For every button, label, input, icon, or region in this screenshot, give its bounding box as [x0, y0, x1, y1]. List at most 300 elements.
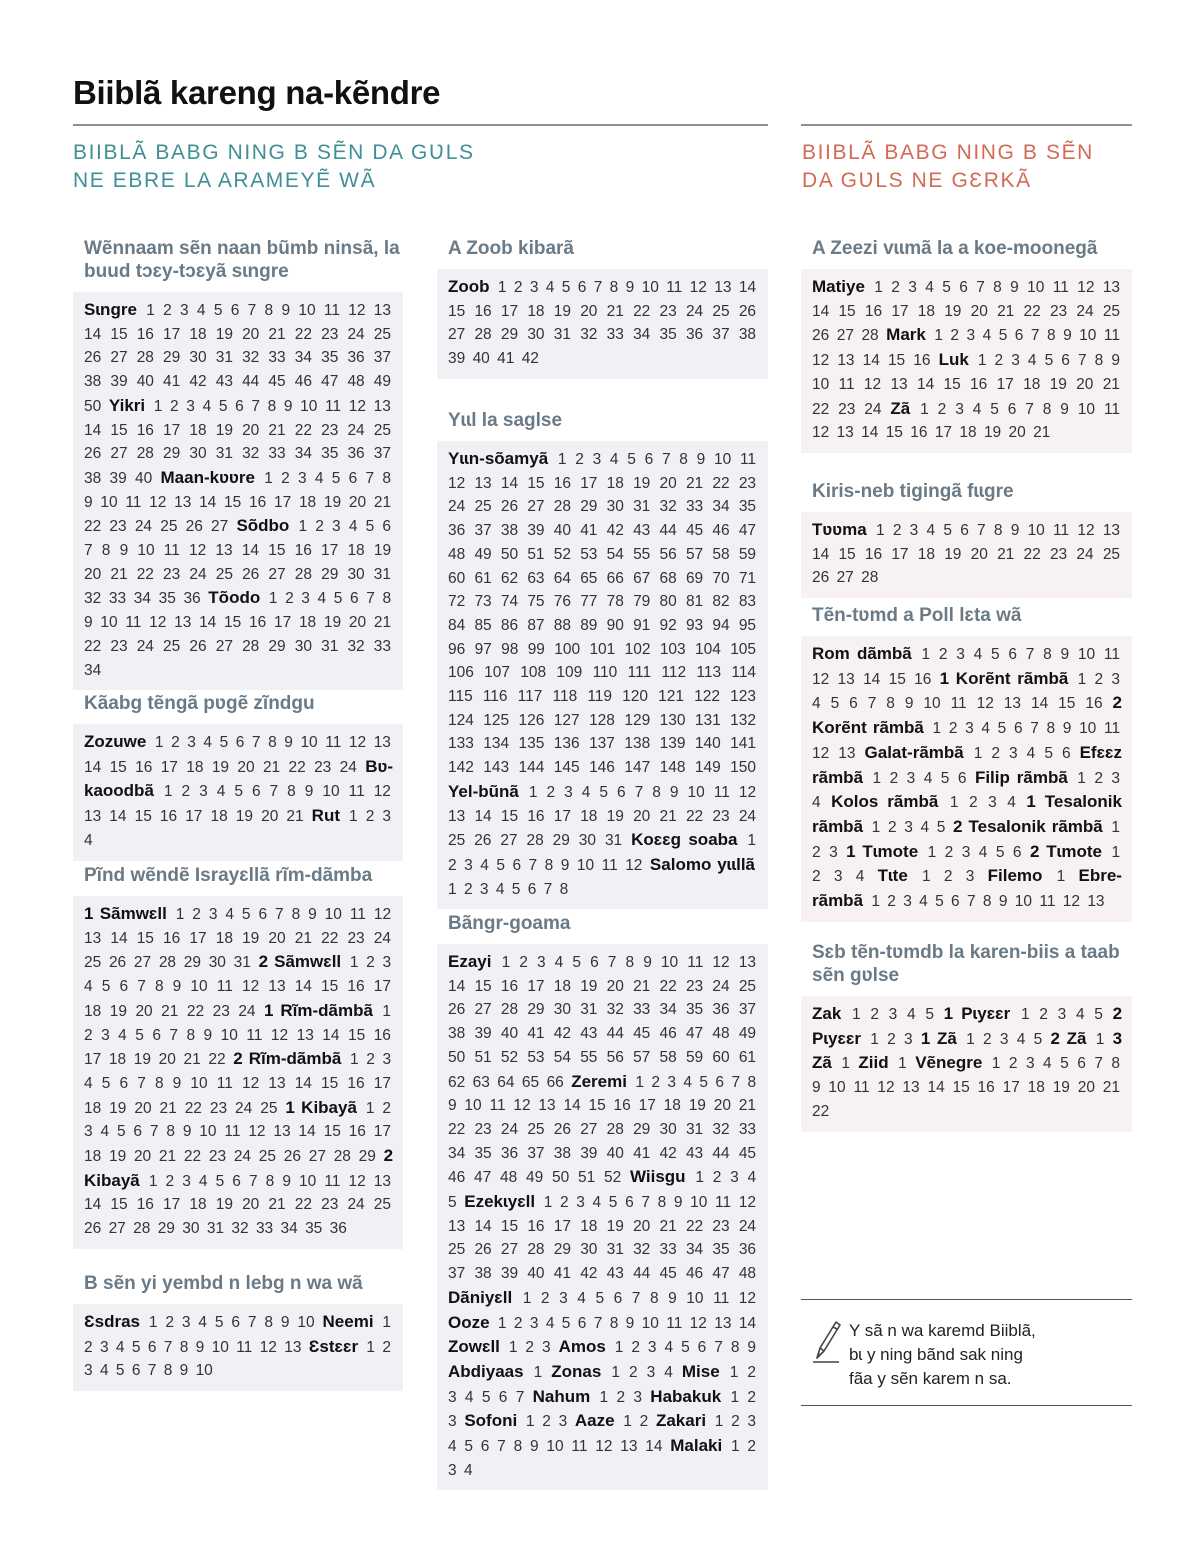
- chapter-number: 1: [872, 769, 882, 787]
- chapter-number: 95: [738, 616, 757, 634]
- chapter-number: 6: [235, 734, 245, 751]
- chapter-number: 3: [558, 1413, 568, 1431]
- chapter-number: 2: [84, 1338, 93, 1356]
- chapter-number: 22: [288, 758, 306, 776]
- chapter-number: 43: [685, 1144, 704, 1162]
- chapter-number: 55: [580, 1048, 598, 1066]
- chapter-number: 14: [84, 421, 102, 439]
- chapter-number: 32: [712, 1120, 730, 1138]
- chapter-number: 91: [633, 616, 651, 634]
- chapter-number: 9: [283, 397, 293, 415]
- chapter-number: 23: [109, 518, 127, 536]
- book-name: Tʋʋma: [812, 520, 867, 539]
- chapter-number: 13: [273, 1123, 291, 1141]
- chapter-number: 22: [208, 1051, 226, 1069]
- chapter-number: 1: [870, 1030, 879, 1048]
- chapter-number: 23: [321, 325, 339, 343]
- chapter-number: 7: [1077, 352, 1087, 370]
- chapter-number: 78: [606, 593, 624, 611]
- chapter-number: 6: [382, 518, 392, 536]
- chapter-number: 4: [1026, 744, 1036, 762]
- chapter-number: 113: [696, 664, 722, 682]
- book-name: Mark: [886, 325, 926, 345]
- chapter-number: 3: [646, 1363, 656, 1381]
- chapter-number: 1: [875, 522, 885, 539]
- chapter-number: 19: [215, 421, 233, 439]
- chapter-number: 1: [729, 1363, 739, 1381]
- chapter-number: 149: [694, 759, 721, 777]
- chapter-number: 9: [172, 1074, 182, 1092]
- chapter-number: 23: [712, 1217, 730, 1235]
- chapter-number: 128: [589, 711, 615, 729]
- chapter-number: 3: [297, 469, 307, 487]
- chapter-number: 1: [874, 279, 883, 296]
- chapter-number: 59: [738, 545, 757, 563]
- book-name: Tɩte: [877, 866, 908, 886]
- chapter-number: 2: [891, 279, 900, 296]
- chapter-number: 30: [208, 954, 226, 972]
- chapter-number: 10: [713, 451, 732, 468]
- chapter-number: 5: [481, 1388, 491, 1406]
- chapter-number: 9: [1060, 400, 1069, 418]
- note-bottom-rule: [801, 1405, 1132, 1406]
- chapter-number: 3: [564, 783, 573, 801]
- chapter-number: 19: [109, 1099, 127, 1117]
- book-name: Ebre-rãmbã: [812, 866, 1122, 911]
- chapter-number: 1: [1111, 818, 1120, 836]
- chapter-number: 33: [659, 1241, 677, 1259]
- chapter-number: 5: [942, 279, 951, 296]
- chapter-number: 69: [685, 569, 704, 587]
- chapter-number: 8: [186, 1026, 196, 1044]
- chapter-number: 58: [659, 1048, 677, 1066]
- chapter-number: 7: [169, 1026, 179, 1044]
- chapter-number: 6: [119, 978, 129, 996]
- chapter-number: 6: [232, 1172, 241, 1190]
- chapter-number: 9: [904, 695, 914, 713]
- chapter-number: 1: [841, 1055, 850, 1073]
- chapter-number: 3: [576, 1194, 585, 1212]
- chapter-number: 23: [1049, 302, 1068, 320]
- chapter-number: 18: [1023, 375, 1041, 393]
- chapter-number: 32: [659, 498, 677, 516]
- chapter-number: 12: [1077, 522, 1095, 539]
- book-name: Yel-bũnã: [448, 781, 519, 801]
- chapter-number: 16: [527, 1217, 545, 1235]
- chapter-number: 4: [973, 646, 983, 663]
- chapter-number: 9: [84, 493, 93, 511]
- chapter-number: 4: [812, 695, 821, 713]
- book-name: Ezayi: [448, 952, 492, 971]
- chapter-number: 8: [747, 1073, 757, 1091]
- chapter-number: 39: [500, 1265, 519, 1283]
- chapter-number: 30: [294, 637, 312, 655]
- right-divider: [801, 124, 1132, 126]
- chapter-number: 1: [927, 843, 937, 861]
- chapter-number: 20: [633, 807, 651, 825]
- chapter-number: 6: [131, 1362, 141, 1380]
- chapter-number: 16: [249, 493, 267, 511]
- chapter-number: 26: [84, 445, 102, 463]
- chapter-number: 5: [101, 1074, 111, 1092]
- chapter-number: 7: [1025, 646, 1035, 663]
- chapter-number: 58: [712, 545, 730, 563]
- chapter-number: 92: [659, 616, 677, 634]
- chapter-number: 1: [934, 327, 943, 345]
- chapter-number: 87: [527, 616, 545, 634]
- chapter-number: 74: [500, 593, 519, 611]
- chapter-number: 47: [712, 1265, 730, 1283]
- chapter-number: 10: [660, 954, 679, 971]
- chapter-number: 26: [738, 302, 757, 320]
- chapter-number: 1: [497, 279, 507, 296]
- chapter-number: 9: [304, 783, 314, 801]
- chapter-number: 13: [84, 808, 102, 826]
- chapter-number: 11: [1053, 522, 1070, 539]
- chapter-number: 39: [448, 350, 466, 368]
- chapter-number: 4: [581, 783, 591, 801]
- chapter-number: 5: [608, 1194, 618, 1212]
- chapter-number: 14: [738, 1314, 757, 1332]
- chapter-number: 21: [183, 1051, 201, 1069]
- chapter-number: 11: [1039, 893, 1056, 911]
- chapter-number: 33: [373, 637, 392, 655]
- book-name: Ziid: [858, 1053, 889, 1073]
- chapter-number: 19: [944, 302, 962, 320]
- chapter-number: 7: [528, 856, 538, 874]
- chapter-number: 131: [694, 711, 721, 729]
- chapter-number: 110: [592, 664, 618, 682]
- chapter-number: 10: [828, 1079, 846, 1097]
- chapter-number: 82: [712, 593, 730, 611]
- chapter-number: 14: [294, 978, 312, 996]
- chapter-number: 38: [84, 469, 102, 487]
- chapter-number: 2: [747, 1438, 757, 1456]
- chapter-number: 23: [685, 977, 704, 995]
- chapter-number: 2: [519, 954, 528, 971]
- chapter-number: 20: [970, 545, 988, 563]
- chapter-number: 14: [294, 1074, 312, 1092]
- chapter-number: 13: [837, 670, 855, 688]
- chapter-number: 26: [189, 637, 207, 655]
- chapter-number: 23: [209, 1099, 228, 1117]
- chapter-number: 2: [943, 868, 953, 886]
- chapter-number: 11: [125, 493, 142, 511]
- chapter-number: 22: [633, 302, 651, 320]
- chapter-number: 3: [479, 880, 489, 898]
- chapter-number: 2: [575, 451, 584, 468]
- chapter-number: 55: [633, 545, 651, 563]
- chapter-number: 9: [747, 1339, 757, 1357]
- chapter-number: 9: [281, 302, 291, 319]
- chapter-number: 22: [685, 1217, 704, 1235]
- chapter-number: 5: [935, 893, 944, 911]
- chapter-number: 6: [1061, 744, 1071, 762]
- chapter-number: 101: [589, 640, 616, 658]
- chapter-number: 70: [712, 569, 730, 587]
- chapter-number: 141: [730, 735, 756, 753]
- chapter-number: 10: [1027, 279, 1045, 296]
- chapter-number: 20: [84, 565, 102, 583]
- chapter-number: 29: [268, 637, 286, 655]
- chapter-number: 20: [1076, 375, 1094, 393]
- chapter-number: 18: [108, 1051, 127, 1069]
- chapter-number: 144: [518, 759, 545, 777]
- chapter-number: 4: [554, 954, 564, 971]
- chapter-number: 3: [187, 734, 196, 751]
- chapter-number: 3: [301, 590, 310, 608]
- chapter-number: 24: [347, 1196, 365, 1214]
- chapter-number: 11: [601, 856, 618, 874]
- chapter-number: 10: [641, 1314, 659, 1332]
- chapter-number: 15: [448, 302, 466, 320]
- chapter-number: 13: [1102, 522, 1121, 539]
- chapter-number: 14: [738, 279, 757, 296]
- chapter-number: 49: [373, 373, 392, 391]
- book-name: 2 Tɩmote: [1029, 841, 1102, 861]
- chapter-number: 5: [219, 734, 229, 751]
- chapter-number: 11: [838, 375, 855, 393]
- chapter-number: 17: [273, 493, 292, 511]
- chapter-number: 23: [1049, 545, 1068, 563]
- chapter-number: 25: [373, 421, 392, 439]
- chapter-number: 16: [136, 1196, 154, 1214]
- chapter-number: 21: [294, 929, 312, 947]
- chapter-number: 3: [909, 522, 919, 539]
- chapter-number: 7: [641, 1194, 650, 1212]
- chapter-number: 4: [196, 302, 206, 319]
- chapter-number: 8: [679, 451, 688, 468]
- chapter-number: 4: [100, 1123, 110, 1141]
- chapter-number: 17: [553, 807, 571, 825]
- chapter-number: 1: [871, 818, 881, 836]
- chapter-number: 3: [888, 1006, 898, 1023]
- chapter-number: 31: [580, 1001, 598, 1019]
- chapter-number: 15: [110, 421, 128, 439]
- book-name: 1 Tesalonik rãmbã: [812, 792, 1122, 836]
- chapter-number: 16: [474, 302, 492, 320]
- chapter-number: 21: [286, 808, 304, 826]
- chapter-number: 23: [321, 1196, 339, 1214]
- chapter-number: 19: [553, 302, 571, 320]
- chapter-number: 12: [348, 1172, 366, 1190]
- book-name: Zowɛll: [448, 1337, 500, 1357]
- book-name: Luk: [938, 350, 969, 370]
- chapter-number: 5: [940, 769, 950, 787]
- chapter-number: 8: [154, 1074, 164, 1092]
- chapter-number: 79: [633, 593, 651, 611]
- chapter-number: 14: [199, 493, 217, 511]
- chapter-number: 2: [525, 1339, 535, 1357]
- chapter-number: 16: [159, 808, 178, 826]
- section-other-letters: [801, 941, 1132, 1132]
- chapter-number: 1: [349, 954, 359, 972]
- chapter-number: 33: [606, 326, 624, 344]
- chapter-number: 60: [712, 1048, 730, 1066]
- pencil-icon: [811, 1318, 841, 1364]
- book-name: Filemo: [987, 866, 1043, 886]
- chapter-number: 1: [557, 451, 567, 468]
- chapter-number: 13: [714, 1314, 732, 1332]
- chapter-number: 15: [527, 474, 545, 492]
- chapter-number: 34: [659, 1001, 677, 1019]
- chapter-number: 6: [147, 1338, 157, 1356]
- chapter-number: 76: [553, 593, 571, 611]
- chapter-number: 5: [681, 1339, 690, 1357]
- chapter-number: 75: [527, 593, 545, 611]
- chapter-number: 26: [108, 954, 127, 972]
- chapter-number: 9: [284, 734, 293, 751]
- chapter-number: 5: [116, 1123, 126, 1141]
- chapter-number: 4: [592, 1194, 602, 1212]
- chapter-number: 53: [580, 545, 598, 563]
- chapter-number: 80: [659, 593, 677, 611]
- chapter-number: 18: [959, 424, 977, 442]
- chapter-number: 15: [109, 758, 127, 776]
- chapter-number: 6: [1012, 843, 1022, 861]
- chapter-number: 1: [148, 1172, 158, 1190]
- chapter-number: 1: [973, 744, 983, 762]
- chapter-number: 59: [685, 1048, 704, 1066]
- chapter-number: 19: [108, 1148, 127, 1166]
- chapter-number: 9: [1062, 720, 1072, 738]
- chapter-number: 47: [685, 1025, 704, 1043]
- chapter-number: 5: [234, 783, 243, 801]
- chapter-number: 5: [1044, 744, 1053, 762]
- chapter-number: 16: [347, 978, 365, 996]
- chapter-number: 3: [999, 1030, 1009, 1048]
- chapter-number: 3: [1111, 670, 1121, 688]
- chapter-number: 36: [347, 445, 365, 463]
- chapter-number: 17: [891, 545, 909, 563]
- chapter-number: 12: [241, 978, 260, 996]
- chapter-number: 14: [84, 1196, 102, 1214]
- chapter-number: 26: [812, 569, 830, 587]
- chapter-number: 51: [527, 545, 545, 563]
- chapter-number: 1: [365, 1099, 375, 1117]
- chapter-number: 8: [1046, 720, 1056, 738]
- chapter-number: 17: [163, 421, 181, 439]
- chapter-number: 3: [903, 893, 912, 911]
- chapter-number: 6: [231, 1314, 241, 1331]
- chapter-number: 5: [699, 1073, 709, 1091]
- chapter-number: 21: [659, 807, 677, 825]
- chapter-number: 1: [148, 1314, 158, 1331]
- chapter-number: 2: [639, 1413, 649, 1431]
- chapter-number: 5: [990, 400, 999, 418]
- page-title: Biiblã kareng na-kẽndre: [73, 74, 441, 112]
- chapter-number: 5: [1044, 352, 1054, 370]
- chapter-number: 21: [262, 758, 281, 776]
- chapter-number: 34: [712, 498, 730, 516]
- chapter-number: 1: [146, 302, 155, 319]
- chapter-number: 7: [966, 893, 976, 911]
- chapter-number: 28: [158, 954, 177, 972]
- chapter-number: 33: [685, 498, 704, 516]
- chapter-number: 31: [606, 1241, 624, 1259]
- chapter-number: 48: [347, 373, 365, 391]
- chapter-number: 25: [448, 832, 466, 850]
- chapter-number: 25: [373, 1196, 392, 1214]
- chapter-number: 147: [624, 759, 651, 777]
- chapter-number: 52: [500, 1048, 519, 1066]
- chapter-number: 5: [215, 1172, 225, 1190]
- chapter-number: 11: [1103, 327, 1120, 345]
- chapter-number: 3: [464, 856, 473, 874]
- chapter-number: 3: [1025, 1055, 1035, 1073]
- chapter-number: 24: [238, 1002, 256, 1020]
- chapter-number: 28: [136, 445, 154, 463]
- chapter-number: 36: [347, 349, 365, 367]
- chapter-number: 14: [241, 542, 260, 560]
- chapter-number: 1: [525, 1413, 535, 1431]
- chapter-number: 42: [580, 1265, 598, 1283]
- chapter-number: 34: [133, 590, 151, 608]
- chapter-number: 9: [673, 1194, 683, 1212]
- chapter-number: 28: [553, 498, 571, 516]
- chapter-number: 2: [870, 1006, 879, 1023]
- chapter-number: 2: [170, 397, 179, 415]
- chapter-number: 8: [886, 695, 895, 713]
- section-title: Pĩnd wẽndẽ Israyɛllã rĩm-dãmba: [84, 865, 373, 886]
- chapter-number: 30: [189, 349, 207, 367]
- chapter-number: 10: [100, 614, 118, 632]
- chapter-number: 13: [215, 542, 233, 560]
- chapter-number: 44: [606, 1025, 624, 1043]
- chapter-number: 15: [323, 1123, 341, 1141]
- chapter-number: 5: [925, 1006, 934, 1023]
- chapter-number: 22: [186, 1002, 205, 1020]
- chapter-number: 3: [208, 906, 218, 923]
- chapter-number: 23: [212, 1002, 230, 1020]
- chapter-number: 26: [84, 349, 102, 367]
- chapter-number: 2: [747, 1388, 757, 1406]
- chapter-number: 20: [633, 1217, 651, 1235]
- greek-heading: BIIBLÃ BABG NING B SẼN DA GƲLS NE GƐRKÃ: [802, 141, 1094, 192]
- chapter-number: 16: [135, 758, 153, 776]
- chapter-number: 54: [553, 1048, 571, 1066]
- chapter-number: 27: [500, 832, 518, 850]
- chapter-number: 5: [101, 978, 111, 996]
- chapter-number: 24: [864, 400, 882, 418]
- chapter-number: 18: [189, 325, 207, 343]
- chapter-number: 48: [448, 545, 466, 563]
- section-title: Tẽn-tʋmd a Poll lɛta wã: [812, 605, 1022, 626]
- chapter-number: 13: [373, 397, 391, 415]
- book-name: Abdiyaas: [448, 1361, 524, 1381]
- chapter-number: 12: [373, 783, 391, 801]
- chapter-number: 1: [508, 1339, 518, 1357]
- chapter-number: 11: [1103, 646, 1120, 663]
- chapter-number: 1: [175, 906, 185, 923]
- chapter-number: 34: [294, 445, 312, 463]
- chapter-number: 17: [527, 977, 545, 995]
- chapter-number: 5: [365, 518, 375, 536]
- chapter-number: 14: [298, 1123, 316, 1141]
- chapter-number: 1: [349, 808, 358, 826]
- book-name: 2 Sãmwɛll: [258, 952, 342, 972]
- chapter-number: 62: [500, 569, 519, 587]
- chapter-number: 61: [474, 569, 492, 587]
- book-name: Filip rãmbã: [974, 767, 1068, 787]
- chapter-number: 4: [1075, 1006, 1085, 1023]
- chapter-number: 10: [1079, 720, 1097, 738]
- chapter-number: 5: [214, 1314, 224, 1331]
- chapter-number: 12: [348, 734, 367, 751]
- chapter-number: 34: [84, 661, 102, 679]
- chapter-number: 57: [685, 545, 704, 563]
- chapter-number: 8: [1042, 400, 1052, 418]
